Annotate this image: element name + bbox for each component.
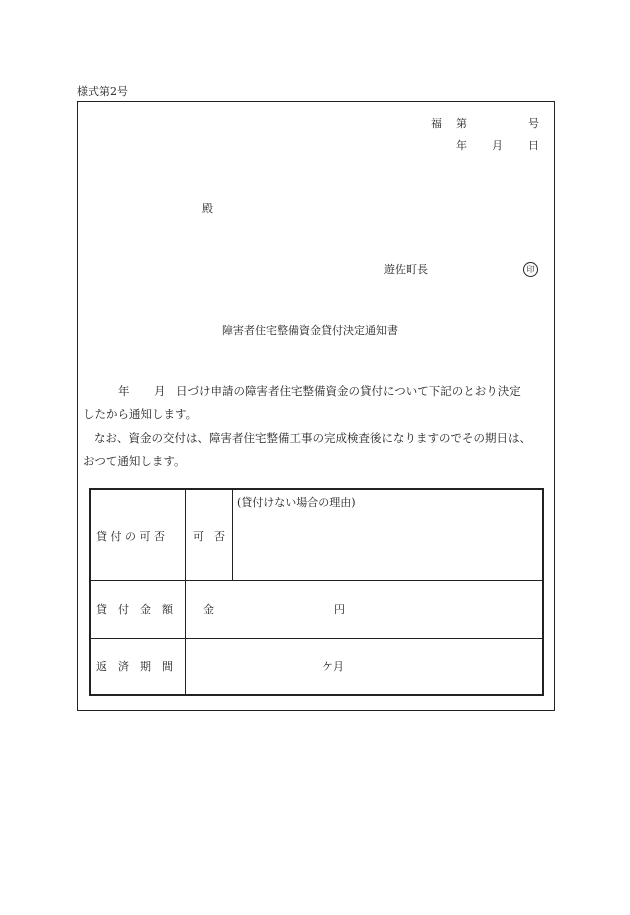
header-fuku: 福 xyxy=(431,117,442,130)
seal-icon: 印 xyxy=(523,262,538,277)
choice-column-divider xyxy=(232,490,233,580)
header-dai: 第 xyxy=(456,117,467,130)
form-number-label: 様式第2号 xyxy=(77,85,128,98)
date-month: 月 xyxy=(492,139,503,152)
row-divider-1 xyxy=(91,580,542,581)
period-unit: ケ月 xyxy=(322,660,344,673)
row-divider-2 xyxy=(91,638,542,639)
approve-option: 可 xyxy=(193,530,204,543)
deny-option: 否 xyxy=(214,530,225,543)
reason-label: (貸付けない場合の理由) xyxy=(237,496,356,509)
label-column-divider xyxy=(185,490,186,694)
body-month: 月 xyxy=(154,384,166,398)
date-year: 年 xyxy=(456,139,467,152)
period-label: 返 済 期 間 xyxy=(96,660,173,673)
approval-label: 貸 付 の 可 否 xyxy=(96,530,165,543)
header-gou: 号 xyxy=(528,117,539,130)
body-line-1: 日づけ申請の障害者住宅整備資金の貸付について下記のとおり決定 xyxy=(176,384,521,398)
body-line-3: なお、資金の交付は、障害者住宅整備工事の完成検査後になりますのでその期日は、 xyxy=(94,431,531,445)
amount-unit: 円 xyxy=(334,603,345,616)
issuer-title: 遊佐町長 xyxy=(384,263,428,276)
amount-prefix: 金 xyxy=(203,603,214,616)
body-year: 年 xyxy=(118,384,130,398)
amount-label: 貸 付 金 額 xyxy=(96,603,173,616)
body-line-2: したから通知します。 xyxy=(83,407,198,421)
document-title: 障害者住宅整備資金貸付決定通知書 xyxy=(222,324,398,337)
recipient-suffix: 殿 xyxy=(202,202,213,215)
date-day: 日 xyxy=(528,139,539,152)
body-line-4: おつて通知します。 xyxy=(83,454,186,468)
